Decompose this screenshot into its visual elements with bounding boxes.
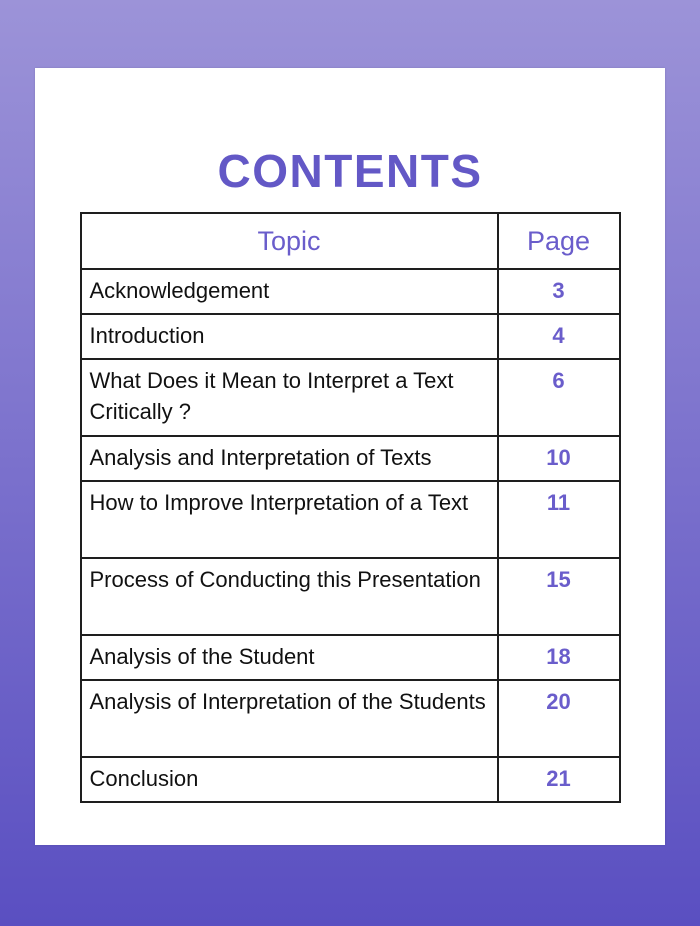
table-row — [81, 680, 620, 757]
table-row — [81, 757, 620, 802]
table-row — [81, 359, 620, 436]
page-title: CONTENTS — [217, 145, 483, 197]
topic-cell: Acknowledgement — [81, 269, 498, 314]
table-row — [81, 558, 620, 635]
page-number-cell: 18 — [498, 635, 620, 680]
page-number-cell: 6 — [498, 359, 620, 436]
table-header-row — [81, 213, 620, 269]
table-row — [81, 635, 620, 680]
topic-cell: What Does it Mean to Interpret a Text Critically ? — [81, 359, 498, 436]
page-number-cell: 21 — [498, 757, 620, 802]
table-row — [81, 269, 620, 314]
table-row — [81, 481, 620, 558]
topic-cell: Introduction — [81, 314, 498, 359]
page-number-cell: 3 — [498, 269, 620, 314]
topic-cell: Analysis and Interpretation of Texts — [81, 436, 498, 481]
contents-table — [80, 212, 621, 803]
contents-card — [35, 68, 665, 845]
page-column-header: Page — [498, 213, 620, 269]
page-number-cell: 4 — [498, 314, 620, 359]
topic-cell: Process of Conducting this Presentation — [81, 558, 498, 635]
table-row — [81, 436, 620, 481]
page-number-cell: 20 — [498, 680, 620, 757]
table-row — [81, 314, 620, 359]
topic-cell: How to Improve Interpretation of a Text — [81, 481, 498, 558]
topic-cell: Analysis of the Student — [81, 635, 498, 680]
topic-column-header: Topic — [81, 213, 498, 269]
page-number-cell: 15 — [498, 558, 620, 635]
page-number-cell: 11 — [498, 481, 620, 558]
page-number-cell: 10 — [498, 436, 620, 481]
topic-cell: Conclusion — [81, 757, 498, 802]
topic-cell: Analysis of Interpretation of the Students — [81, 680, 498, 757]
